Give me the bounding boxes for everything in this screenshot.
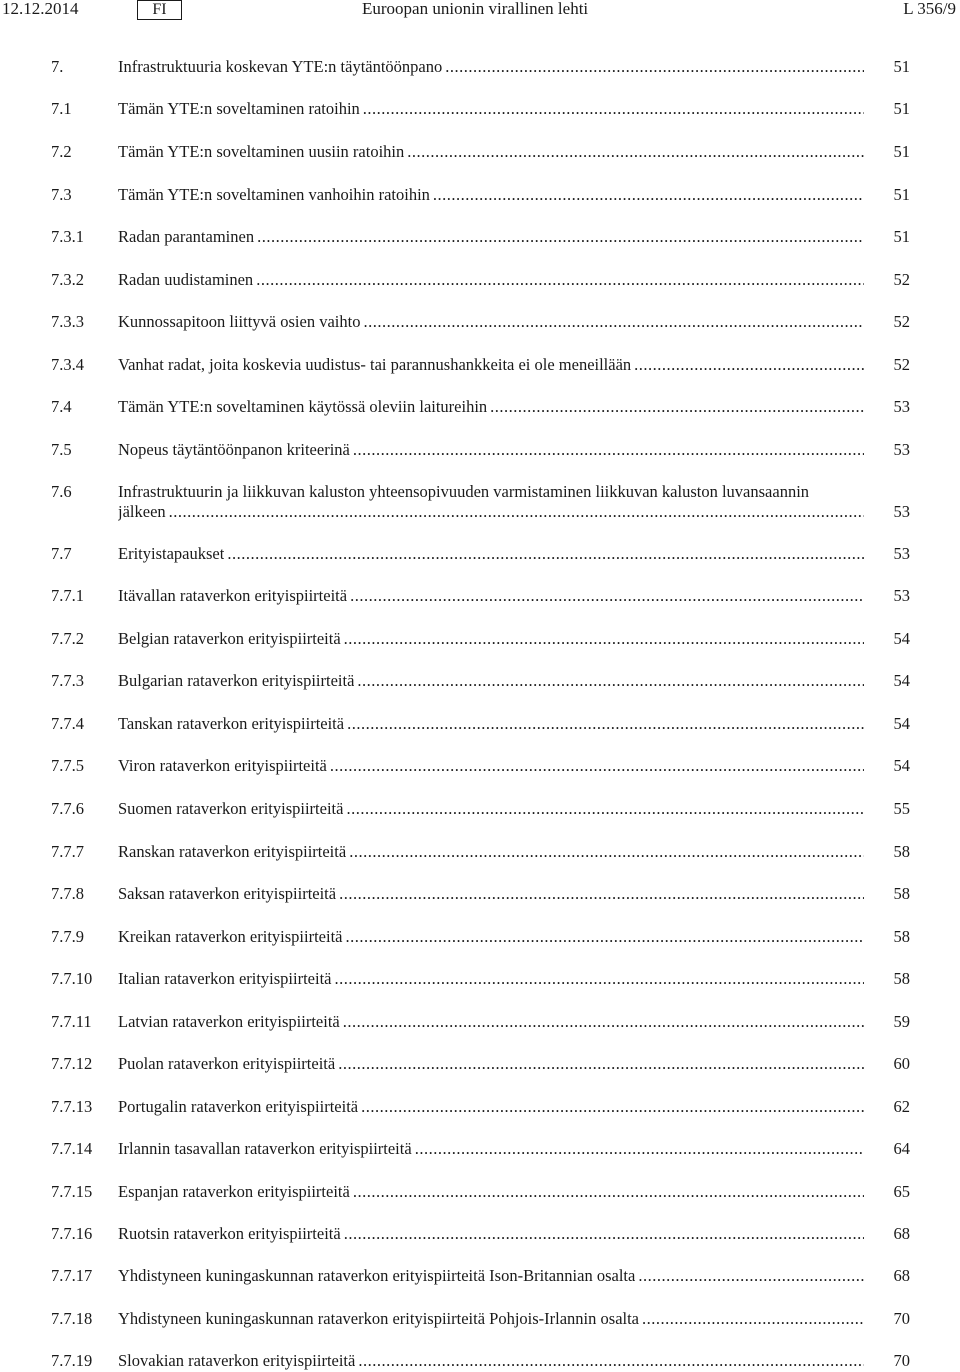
dot-leader [445,57,864,77]
toc-entry-page: 55 [893,799,910,818]
toc-entry-number: 7.7.8 [51,884,84,903]
toc-entry-number: 7.6 [51,482,72,501]
toc-entry-page: 54 [893,629,910,648]
toc-entry-title: Ranskan rataverkon erityispiirteitä [118,842,347,861]
toc-entry-title: Nopeus täytäntöönpanon kriteerinä [118,440,350,459]
toc-entry-title: Vanhat radat, joita koskevia uudistus- tai parannushankkeita ei ole meneillään [118,355,632,374]
toc-entry-page: 68 [893,1266,910,1285]
dot-leader [346,927,865,947]
toc-entry-page: 53 [893,586,910,605]
toc-entry-number: 7.7.19 [51,1351,93,1370]
dot-leader [344,629,864,649]
toc-entry-number: 7.7.1 [51,586,84,605]
toc-entry-page: 52 [893,312,910,331]
dot-leader [344,1224,864,1244]
toc-entry-page: 51 [893,142,910,161]
dot-leader [347,714,864,734]
toc-entry-page: 54 [893,714,910,733]
toc-entry-title: Tämän YTE:n soveltaminen vanhoihin ratoihin [118,185,430,204]
toc-entry-page: 53 [893,502,910,521]
toc-entry-page: 53 [893,544,910,563]
toc-entry-title: Radan uudistaminen [118,270,254,289]
toc-entry-number: 7.7.2 [51,629,84,648]
page-header [0,0,960,24]
toc-entry-title: Tämän YTE:n soveltaminen ratoihin [118,99,360,118]
toc-entry-page: 52 [893,355,910,374]
toc-entry-number: 7.7 [51,544,72,563]
toc-entry-page: 58 [893,927,910,946]
dot-leader [363,99,864,119]
dot-leader [363,312,864,332]
toc-entry-number: 7.7.6 [51,799,84,818]
toc-entry-number: 7.7.15 [51,1182,93,1201]
toc-entry-title: Irlannin tasavallan rataverkon erityispiirteitä [118,1139,412,1158]
toc-entry-title: Kreikan rataverkon erityispiirteitä [118,927,343,946]
dot-leader [346,799,864,819]
toc-entry-title: Kunnossapitoon liittyvä osien vaihto [118,312,361,331]
toc-entry-number: 7.7.9 [51,927,84,946]
dot-leader [343,1012,864,1032]
toc-entry-title: Belgian rataverkon erityispiirteitä [118,629,341,648]
toc-entry-title: Viron rataverkon erityispiirteitä [118,756,327,775]
toc-entry-page: 65 [893,1182,910,1201]
publication-date: 12.12.2014 [2,0,79,18]
toc-entry-page: 51 [893,185,910,204]
toc-entry-page: 54 [893,756,910,775]
dot-leader [350,586,864,606]
dot-leader [407,142,864,162]
toc-entry-page: 58 [893,969,910,988]
toc-entry-page: 70 [893,1351,910,1370]
toc-entry-page: 52 [893,270,910,289]
dot-leader [634,355,864,375]
page-reference: L 356/9 [903,0,956,18]
toc-entry-page: 54 [893,671,910,690]
dot-leader [349,842,864,862]
toc-entry-title: Infrastruktuuria koskevan YTE:n täytäntöönpano [118,57,443,76]
toc-entry-title: Radan parantaminen [118,227,255,246]
toc-entry-page: 51 [893,57,910,76]
dot-leader [415,1139,864,1159]
dot-leader [330,756,864,776]
toc-entry-page: 70 [893,1309,910,1328]
toc-entry-page: 58 [893,884,910,903]
toc-entry-page: 62 [893,1097,910,1116]
dot-leader [642,1309,864,1329]
toc-entry-page: 58 [893,842,910,861]
dot-leader [227,544,864,564]
toc-entry-title: Slovakian rataverkon erityispiirteitä [118,1351,356,1370]
dot-leader [256,270,864,290]
toc-entry-number: 7.3 [51,185,72,204]
toc-entry-number: 7.2 [51,142,72,161]
dot-leader [339,884,864,904]
dot-leader [357,671,864,691]
toc-entry-page: 60 [893,1054,910,1073]
toc-entry-number: 7.7.16 [51,1224,93,1243]
toc-entry-title: Yhdistyneen kuningaskunnan rataverkon erityispiirteitä Pohjois-Irlannin osalta [118,1309,640,1328]
toc-entry-title: Italian rataverkon erityispiirteitä [118,969,332,988]
toc-entry-title: Suomen rataverkon erityispiirteitä [118,799,344,818]
toc-entry-number: 7.7.4 [51,714,84,733]
toc-entry-title: Itävallan rataverkon erityispiirteitä [118,586,348,605]
dot-leader [638,1266,864,1286]
toc-entry-page: 68 [893,1224,910,1243]
dot-leader [358,1351,864,1371]
toc-entry-title: Tämän YTE:n soveltaminen käytössä oleviin laitureihin [118,397,488,416]
toc-entry-title: Latvian rataverkon erityispiirteitä [118,1012,340,1031]
dot-leader [335,969,865,989]
toc-entry-title: Puolan rataverkon erityispiirteitä [118,1054,336,1073]
toc-entry-number: 7. [51,57,64,76]
toc-entry-number: 7.7.14 [51,1139,93,1158]
toc-entry-title: Tanskan rataverkon erityispiirteitä [118,714,345,733]
toc-entry-number: 7.7.3 [51,671,84,690]
dot-leader [490,397,864,417]
toc-entry-page: 51 [893,99,910,118]
toc-entry-title: jälkeen [118,502,166,521]
toc-entry-number: 7.7.13 [51,1097,93,1116]
toc-entry-number: 7.5 [51,440,72,459]
toc-entry-number: 7.7.7 [51,842,84,861]
toc-entry-number: 7.7.17 [51,1266,93,1285]
toc-entry-page: 64 [893,1139,910,1158]
toc-entry-number: 7.7.5 [51,756,84,775]
toc-entry-number: 7.3.1 [51,227,84,246]
toc-entry-title: Ruotsin rataverkon erityispiirteitä [118,1224,341,1243]
toc-entry-title-line1: Infrastruktuurin ja liikkuvan kaluston yhteensopivuuden varmistaminen liikkuvan kaluston luvansaannin [118,482,810,501]
toc-entry-number: 7.3.2 [51,270,84,289]
dot-leader [257,227,864,247]
toc-entry-title: Tämän YTE:n soveltaminen uusiin ratoihin [118,142,405,161]
dot-leader [353,1182,864,1202]
toc-entry-number: 7.7.11 [51,1012,92,1031]
toc-entry-number: 7.3.3 [51,312,84,331]
toc-entry-number: 7.7.12 [51,1054,93,1073]
toc-entry-page: 51 [893,227,910,246]
toc-entry-title: Yhdistyneen kuningaskunnan rataverkon erityispiirteitä Ison-Britannian osalta [118,1266,636,1285]
toc-entry-number: 7.4 [51,397,72,416]
toc-entry-number: 7.7.18 [51,1309,93,1328]
toc-entry-number: 7.7.10 [51,969,93,988]
toc-entry-title: Erityistapaukset [118,544,225,563]
toc-entry-number: 7.3.4 [51,355,84,374]
journal-title: Euroopan unionin virallinen lehti [362,0,589,18]
toc-entry-page: 53 [893,397,910,416]
toc-entry-title: Saksan rataverkon erityispiirteitä [118,884,337,903]
dot-leader [361,1097,864,1117]
toc-entry-title: Bulgarian rataverkon erityispiirteitä [118,671,355,690]
dot-leader [353,440,864,460]
toc-entry-page: 53 [893,440,910,459]
toc-entry-page: 59 [893,1012,910,1031]
toc-entry-title: Espanjan rataverkon erityispiirteitä [118,1182,350,1201]
dot-leader [433,185,864,205]
toc-entry-title: Portugalin rataverkon erityispiirteitä [118,1097,359,1116]
toc-entry-number: 7.1 [51,99,72,118]
language-badge: FI [137,0,182,20]
dot-leader [169,502,864,522]
dot-leader [338,1054,864,1074]
